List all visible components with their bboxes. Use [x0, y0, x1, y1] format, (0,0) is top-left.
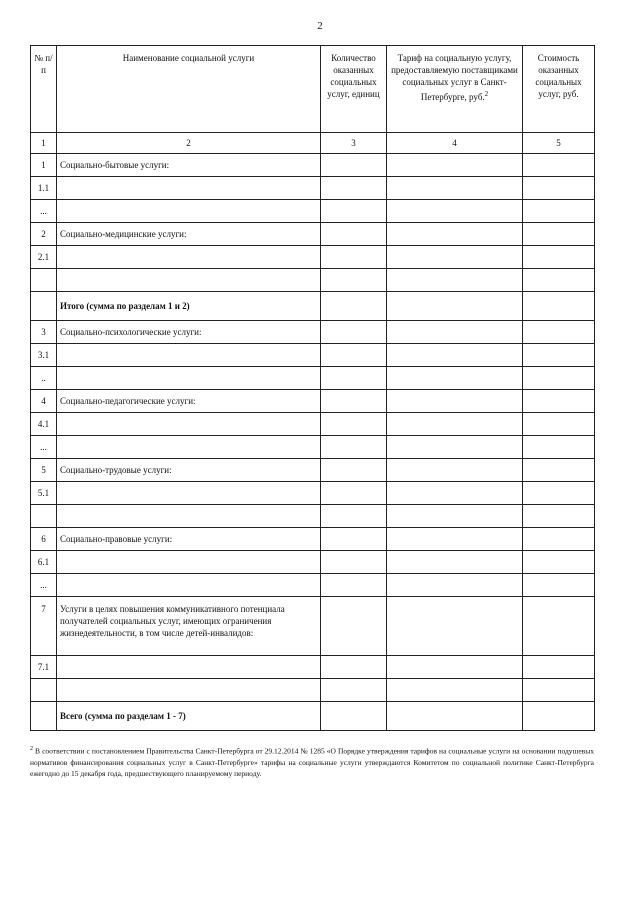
service-name-cell: [57, 574, 321, 597]
row-number-cell: 5: [31, 459, 57, 482]
cost-cell[interactable]: [523, 413, 595, 436]
total-row: [31, 702, 595, 731]
tariff-cell[interactable]: [387, 367, 523, 390]
table-row: [31, 344, 595, 367]
table-body: [31, 133, 595, 731]
cost-cell[interactable]: [523, 528, 595, 551]
quantity-cell[interactable]: [321, 223, 387, 246]
table-row: [31, 269, 595, 292]
row-number-cell: 2.1: [31, 246, 57, 269]
cost-cell[interactable]: [523, 505, 595, 528]
table-row: [31, 679, 595, 702]
table-row: [31, 505, 595, 528]
cost-cell[interactable]: [523, 702, 595, 731]
service-name-cell: [57, 177, 321, 200]
cost-cell[interactable]: [523, 223, 595, 246]
row-number-cell: 3: [31, 321, 57, 344]
cost-cell[interactable]: [523, 154, 595, 177]
cost-cell[interactable]: [523, 292, 595, 321]
footnote-marker: 2: [30, 746, 33, 752]
index-cell: 4: [387, 133, 523, 154]
service-name-cell: [57, 413, 321, 436]
row-number-cell: [31, 679, 57, 702]
row-number-cell: ...: [31, 436, 57, 459]
quantity-cell[interactable]: [321, 436, 387, 459]
table-row: [31, 528, 595, 551]
table-row: [31, 574, 595, 597]
table-row: [31, 413, 595, 436]
quantity-cell[interactable]: [321, 177, 387, 200]
row-number-cell: 6: [31, 528, 57, 551]
table-row: [31, 200, 595, 223]
row-number-cell: 4: [31, 390, 57, 413]
cost-cell[interactable]: [523, 390, 595, 413]
table-row: [31, 436, 595, 459]
quantity-cell[interactable]: [321, 505, 387, 528]
row-number-cell: 7: [31, 597, 57, 656]
tariff-cell[interactable]: [387, 505, 523, 528]
cost-cell[interactable]: [523, 656, 595, 679]
page-number: 2: [317, 20, 323, 32]
footnote: [30, 744, 594, 779]
service-name-cell: [57, 656, 321, 679]
tariff-cell[interactable]: [387, 528, 523, 551]
cost-cell[interactable]: [523, 551, 595, 574]
table-row: [31, 551, 595, 574]
index-cell: 2: [57, 133, 321, 154]
quantity-cell[interactable]: [321, 390, 387, 413]
row-number-cell: 4.1: [31, 413, 57, 436]
quantity-cell[interactable]: [321, 200, 387, 223]
row-number-cell: 3.1: [31, 344, 57, 367]
service-name-cell: [57, 269, 321, 292]
tariff-cell[interactable]: [387, 177, 523, 200]
index-cell: 1: [31, 133, 57, 154]
cost-cell[interactable]: [523, 367, 595, 390]
quantity-cell[interactable]: [321, 551, 387, 574]
quantity-cell[interactable]: [321, 321, 387, 344]
table-row: [31, 482, 595, 505]
row-number-cell: 7.1: [31, 656, 57, 679]
quantity-cell[interactable]: [321, 482, 387, 505]
quantity-cell[interactable]: [321, 246, 387, 269]
quantity-cell[interactable]: [321, 702, 387, 731]
quantity-cell[interactable]: [321, 656, 387, 679]
header-tariff: [387, 46, 523, 133]
row-number-cell: [31, 505, 57, 528]
row-number-cell: [31, 702, 57, 731]
tariff-cell[interactable]: [387, 482, 523, 505]
quantity-cell[interactable]: [321, 367, 387, 390]
service-name-cell: [57, 551, 321, 574]
service-name-cell: Социально-психологические услуги:: [57, 321, 321, 344]
service-name-cell: Социально-бытовые услуги:: [57, 154, 321, 177]
table-row: [31, 459, 595, 482]
header-cost: Стоимость оказанных социальных услуг, руб.: [523, 46, 595, 133]
row-number-cell: 5.1: [31, 482, 57, 505]
service-name-cell: [57, 200, 321, 223]
row-number-cell: ...: [31, 200, 57, 223]
quantity-cell[interactable]: [321, 154, 387, 177]
tariff-cell[interactable]: [387, 321, 523, 344]
tariff-cell[interactable]: [387, 154, 523, 177]
services-table: [30, 45, 595, 731]
tariff-cell[interactable]: [387, 597, 523, 656]
quantity-cell[interactable]: [321, 413, 387, 436]
table-row: [31, 223, 595, 246]
tariff-cell[interactable]: [387, 574, 523, 597]
quantity-cell[interactable]: [321, 292, 387, 321]
table-row: [31, 321, 595, 344]
column-index-row: [31, 133, 595, 154]
cost-cell[interactable]: [523, 459, 595, 482]
service-name-cell: [57, 367, 321, 390]
cost-cell[interactable]: [523, 482, 595, 505]
quantity-cell[interactable]: [321, 344, 387, 367]
service-name-cell: Всего (сумма по разделам 1 - 7): [57, 702, 321, 731]
row-number-cell: ..: [31, 367, 57, 390]
tariff-cell[interactable]: [387, 223, 523, 246]
tariff-cell[interactable]: [387, 459, 523, 482]
cost-cell[interactable]: [523, 246, 595, 269]
cost-cell[interactable]: [523, 597, 595, 656]
quantity-cell[interactable]: [321, 574, 387, 597]
header-row: [31, 46, 595, 133]
service-name-cell: [57, 436, 321, 459]
cost-cell[interactable]: [523, 269, 595, 292]
row-number-cell: 6.1: [31, 551, 57, 574]
tariff-cell[interactable]: [387, 344, 523, 367]
service-name-cell: Социально-медицинские услуги:: [57, 223, 321, 246]
quantity-cell[interactable]: [321, 679, 387, 702]
row-number-cell: [31, 269, 57, 292]
tariff-cell[interactable]: [387, 702, 523, 731]
table-row: [31, 154, 595, 177]
table-row: [31, 177, 595, 200]
tariff-cell[interactable]: [387, 390, 523, 413]
row-number-cell: 2: [31, 223, 57, 246]
service-name-cell: [57, 679, 321, 702]
tariff-cell[interactable]: [387, 551, 523, 574]
quantity-cell[interactable]: [321, 597, 387, 656]
footnote-text: В соответствии с постановлением Правительства Санкт-Петербурга от 29.12.2014 № 1285 «О Порядке утверждения тарифов на социальные услуги на основании подушевых нормативов финансирования социальных услуг в Санкт-Петербурге» тарифы на социальные услуги утверждаются Комитетом по социальной политике Санкт-Петербурга ежегодно до 15 декабря года, предшествующего планируемому периоду.: [30, 746, 594, 778]
row-number-cell: 1.1: [31, 177, 57, 200]
service-name-cell: [57, 505, 321, 528]
footnote-ref: 2: [484, 90, 489, 98]
quantity-cell[interactable]: [321, 459, 387, 482]
cost-cell[interactable]: [523, 177, 595, 200]
header-qty: Количество оказанных социальных услуг, единиц: [321, 46, 387, 133]
table-row: [31, 367, 595, 390]
service-name-cell: Социально-педагогические услуги:: [57, 390, 321, 413]
cost-cell[interactable]: [523, 436, 595, 459]
table-row: [31, 597, 595, 656]
service-name-cell: [57, 246, 321, 269]
service-name-cell: [57, 344, 321, 367]
table-row: [31, 656, 595, 679]
quantity-cell[interactable]: [321, 528, 387, 551]
service-name-cell: Социально-правовые услуги:: [57, 528, 321, 551]
quantity-cell[interactable]: [321, 269, 387, 292]
tariff-cell[interactable]: [387, 246, 523, 269]
header-name: Наименование социальной услуги: [57, 46, 321, 133]
service-name-cell: Итого (сумма по разделам 1 и 2): [57, 292, 321, 321]
tariff-cell[interactable]: [387, 436, 523, 459]
tariff-cell[interactable]: [387, 269, 523, 292]
total-row: [31, 292, 595, 321]
tariff-cell[interactable]: [387, 413, 523, 436]
tariff-cell[interactable]: [387, 679, 523, 702]
row-number-cell: 1: [31, 154, 57, 177]
tariff-cell[interactable]: [387, 200, 523, 223]
table-row: [31, 246, 595, 269]
cost-cell[interactable]: [523, 344, 595, 367]
tariff-cell[interactable]: [387, 292, 523, 321]
index-cell: 5: [523, 133, 595, 154]
service-name-cell: [57, 482, 321, 505]
header-num: № п/п: [31, 46, 57, 133]
service-name-cell: Услуги в целях повышения коммуникативного потенциала получателей социальных услуг, имеющих ограничения жизнедеятельности, в том числе детей-инвалидов:: [57, 597, 321, 656]
row-number-cell: ...: [31, 574, 57, 597]
service-name-cell: Социально-трудовые услуги:: [57, 459, 321, 482]
cost-cell[interactable]: [523, 574, 595, 597]
header-tariff-text: Тариф на социальную услугу, предоставляемую поставщиками социальных услуг в Санкт-Петербурге, руб.: [391, 53, 518, 102]
table-row: [31, 390, 595, 413]
index-cell: 3: [321, 133, 387, 154]
row-number-cell: [31, 292, 57, 321]
tariff-cell[interactable]: [387, 656, 523, 679]
cost-cell[interactable]: [523, 200, 595, 223]
cost-cell[interactable]: [523, 679, 595, 702]
cost-cell[interactable]: [523, 321, 595, 344]
